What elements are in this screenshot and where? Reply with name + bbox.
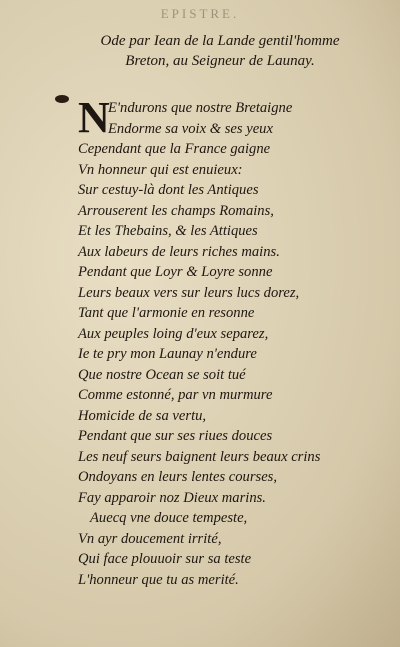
poem-line: Endorme sa voix & ses yeux	[108, 120, 273, 137]
poem-line: Tant que l'armonie en resonne	[78, 305, 255, 321]
poem-line: Aux peuples loing d'eux separez,	[78, 325, 269, 342]
drop-cap: N	[78, 93, 110, 142]
poem-line: Arrouserent les champs Romains,	[78, 202, 274, 219]
ode-title-line-1: Ode par Iean de la Lande gentil'homme	[100, 33, 340, 49]
poem-line: Et les Thebains, & les Attiques	[78, 223, 258, 239]
poem-line: E'ndurons que nostre Bretaigne	[108, 100, 293, 116]
poem-body	[78, 93, 378, 590]
poem-line: Comme estonné, par vn murmure	[78, 387, 273, 403]
running-head: EPISTRE.	[160, 6, 240, 21]
poem-line: Cependant que la France gaigne	[78, 141, 271, 157]
poem-line: L'honneur que tu as merité.	[78, 571, 239, 588]
poem-line: Aux labeurs de leurs riches mains.	[78, 243, 280, 260]
poem-line: Auecq vne douce tempeste,	[90, 510, 248, 526]
poem-line: Pendant que Loyr & Loyre sonne	[78, 264, 273, 280]
poem-line: Fay apparoir noz Dieux marins.	[78, 489, 266, 506]
ode-title-line-2: Breton, au Seigneur de Launay.	[125, 53, 315, 69]
poem-line: Qui face plouuoir sur sa teste	[78, 551, 252, 567]
poem-line: Ie te pry mon Launay n'endure	[78, 346, 257, 362]
poem-line: Pendant que sur ses riues douces	[78, 428, 273, 444]
poem-line: Homicide de sa vertu,	[78, 407, 207, 424]
poem-line: Vn ayr doucement irrité,	[78, 530, 222, 547]
poem-line: Ondoyans en leurs lentes courses,	[78, 469, 278, 485]
poem-line: Sur cestuy-là dont les Antiques	[78, 182, 259, 198]
poem-line: Vn honneur qui est enuieux:	[78, 161, 243, 178]
poem-line: Les neuf seurs baignent leurs beaux crins	[78, 448, 321, 465]
ink-blot	[55, 95, 69, 103]
poem-line: Leurs beaux vers sur leurs lucs dorez,	[78, 284, 300, 301]
poem-line: Que nostre Ocean se soit tué	[78, 366, 246, 383]
